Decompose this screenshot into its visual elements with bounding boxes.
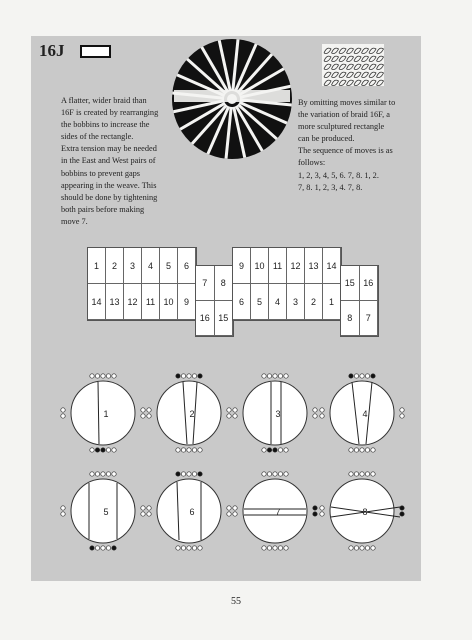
grid-cell: 8: [341, 301, 360, 336]
move-number: 5: [103, 507, 109, 517]
move-number: 1: [103, 409, 109, 419]
page-number: 55: [231, 596, 241, 607]
paragraph: The sequence of moves is as follows: 1, 2, 3, 4, 5, 6. 7, 8. 1, 2. 7, 8. 1, 2, 3, 4. 7, 8.: [298, 146, 393, 192]
grid-cell: 15: [341, 266, 360, 301]
grid-cell: 14: [323, 248, 341, 284]
description-left: [61, 95, 171, 228]
grid-cell: 13: [305, 248, 323, 284]
grid-cell: 2: [106, 248, 124, 284]
grid-cell: 16: [196, 301, 215, 336]
braid-sample-illustration: [322, 44, 384, 86]
grid-cell: 10: [160, 284, 178, 320]
grid-cell: 13: [106, 284, 124, 320]
grid-cell: 12: [124, 284, 142, 320]
grid-cell: 3: [287, 284, 305, 320]
grid-block: [232, 247, 342, 321]
grid-block: [195, 265, 234, 337]
grid-cell: 9: [178, 284, 196, 320]
grid-block: [340, 265, 379, 337]
move-number: 6: [189, 507, 195, 517]
grid-cell: 14: [88, 284, 106, 320]
grid-cell: 1: [323, 284, 341, 320]
move-number: 3: [275, 409, 281, 419]
move-diagram: [307, 368, 417, 458]
grid-cell: 10: [251, 248, 269, 284]
grid-cell: 3: [124, 248, 142, 284]
grid-cell: 9: [233, 248, 251, 284]
grid-cell: 4: [269, 284, 287, 320]
paragraph: A flatter, wider braid than 16F is created by rearranging the bobbins to increase the sides of the rectangle.: [61, 96, 159, 142]
grid-cell: 7: [360, 301, 379, 336]
grid-cell: 6: [178, 248, 196, 284]
move-number: 4: [362, 409, 368, 419]
grid-cell: 11: [269, 248, 287, 284]
grid-cell: 16: [360, 266, 379, 301]
description-right: [298, 97, 413, 194]
move-number: 2: [189, 409, 195, 419]
grid-cell: 4: [142, 248, 160, 284]
grid-block: [87, 247, 197, 321]
grid-cell: 6: [233, 284, 251, 320]
grid-cell: 1: [88, 248, 106, 284]
grid-cell: 7: [196, 266, 215, 301]
braid-code: 16J: [39, 41, 65, 60]
grid-cell: 15: [215, 301, 234, 336]
grid-cell: 8: [215, 266, 234, 301]
rectangle-braid-icon: [80, 45, 111, 58]
move-diagram: [307, 466, 417, 556]
move-number: 7: [275, 507, 281, 517]
grid-cell: 12: [287, 248, 305, 284]
paragraph: By omitting moves similar to the variation of braid 16F, a more sculptured rectangle can be produced.: [298, 98, 396, 144]
marudai-disk-illustration: [171, 38, 293, 160]
grid-cell: 5: [160, 248, 178, 284]
paragraph: Extra tension may be needed in the East and West pairs of bobbins to prevent gaps appearing in the weave. This should be done by tightening both pairs before making move 7.: [61, 144, 158, 226]
grid-cell: 11: [142, 284, 160, 320]
grid-cell: 2: [305, 284, 323, 320]
grid-cell: 5: [251, 284, 269, 320]
move-number: 8: [362, 507, 368, 517]
